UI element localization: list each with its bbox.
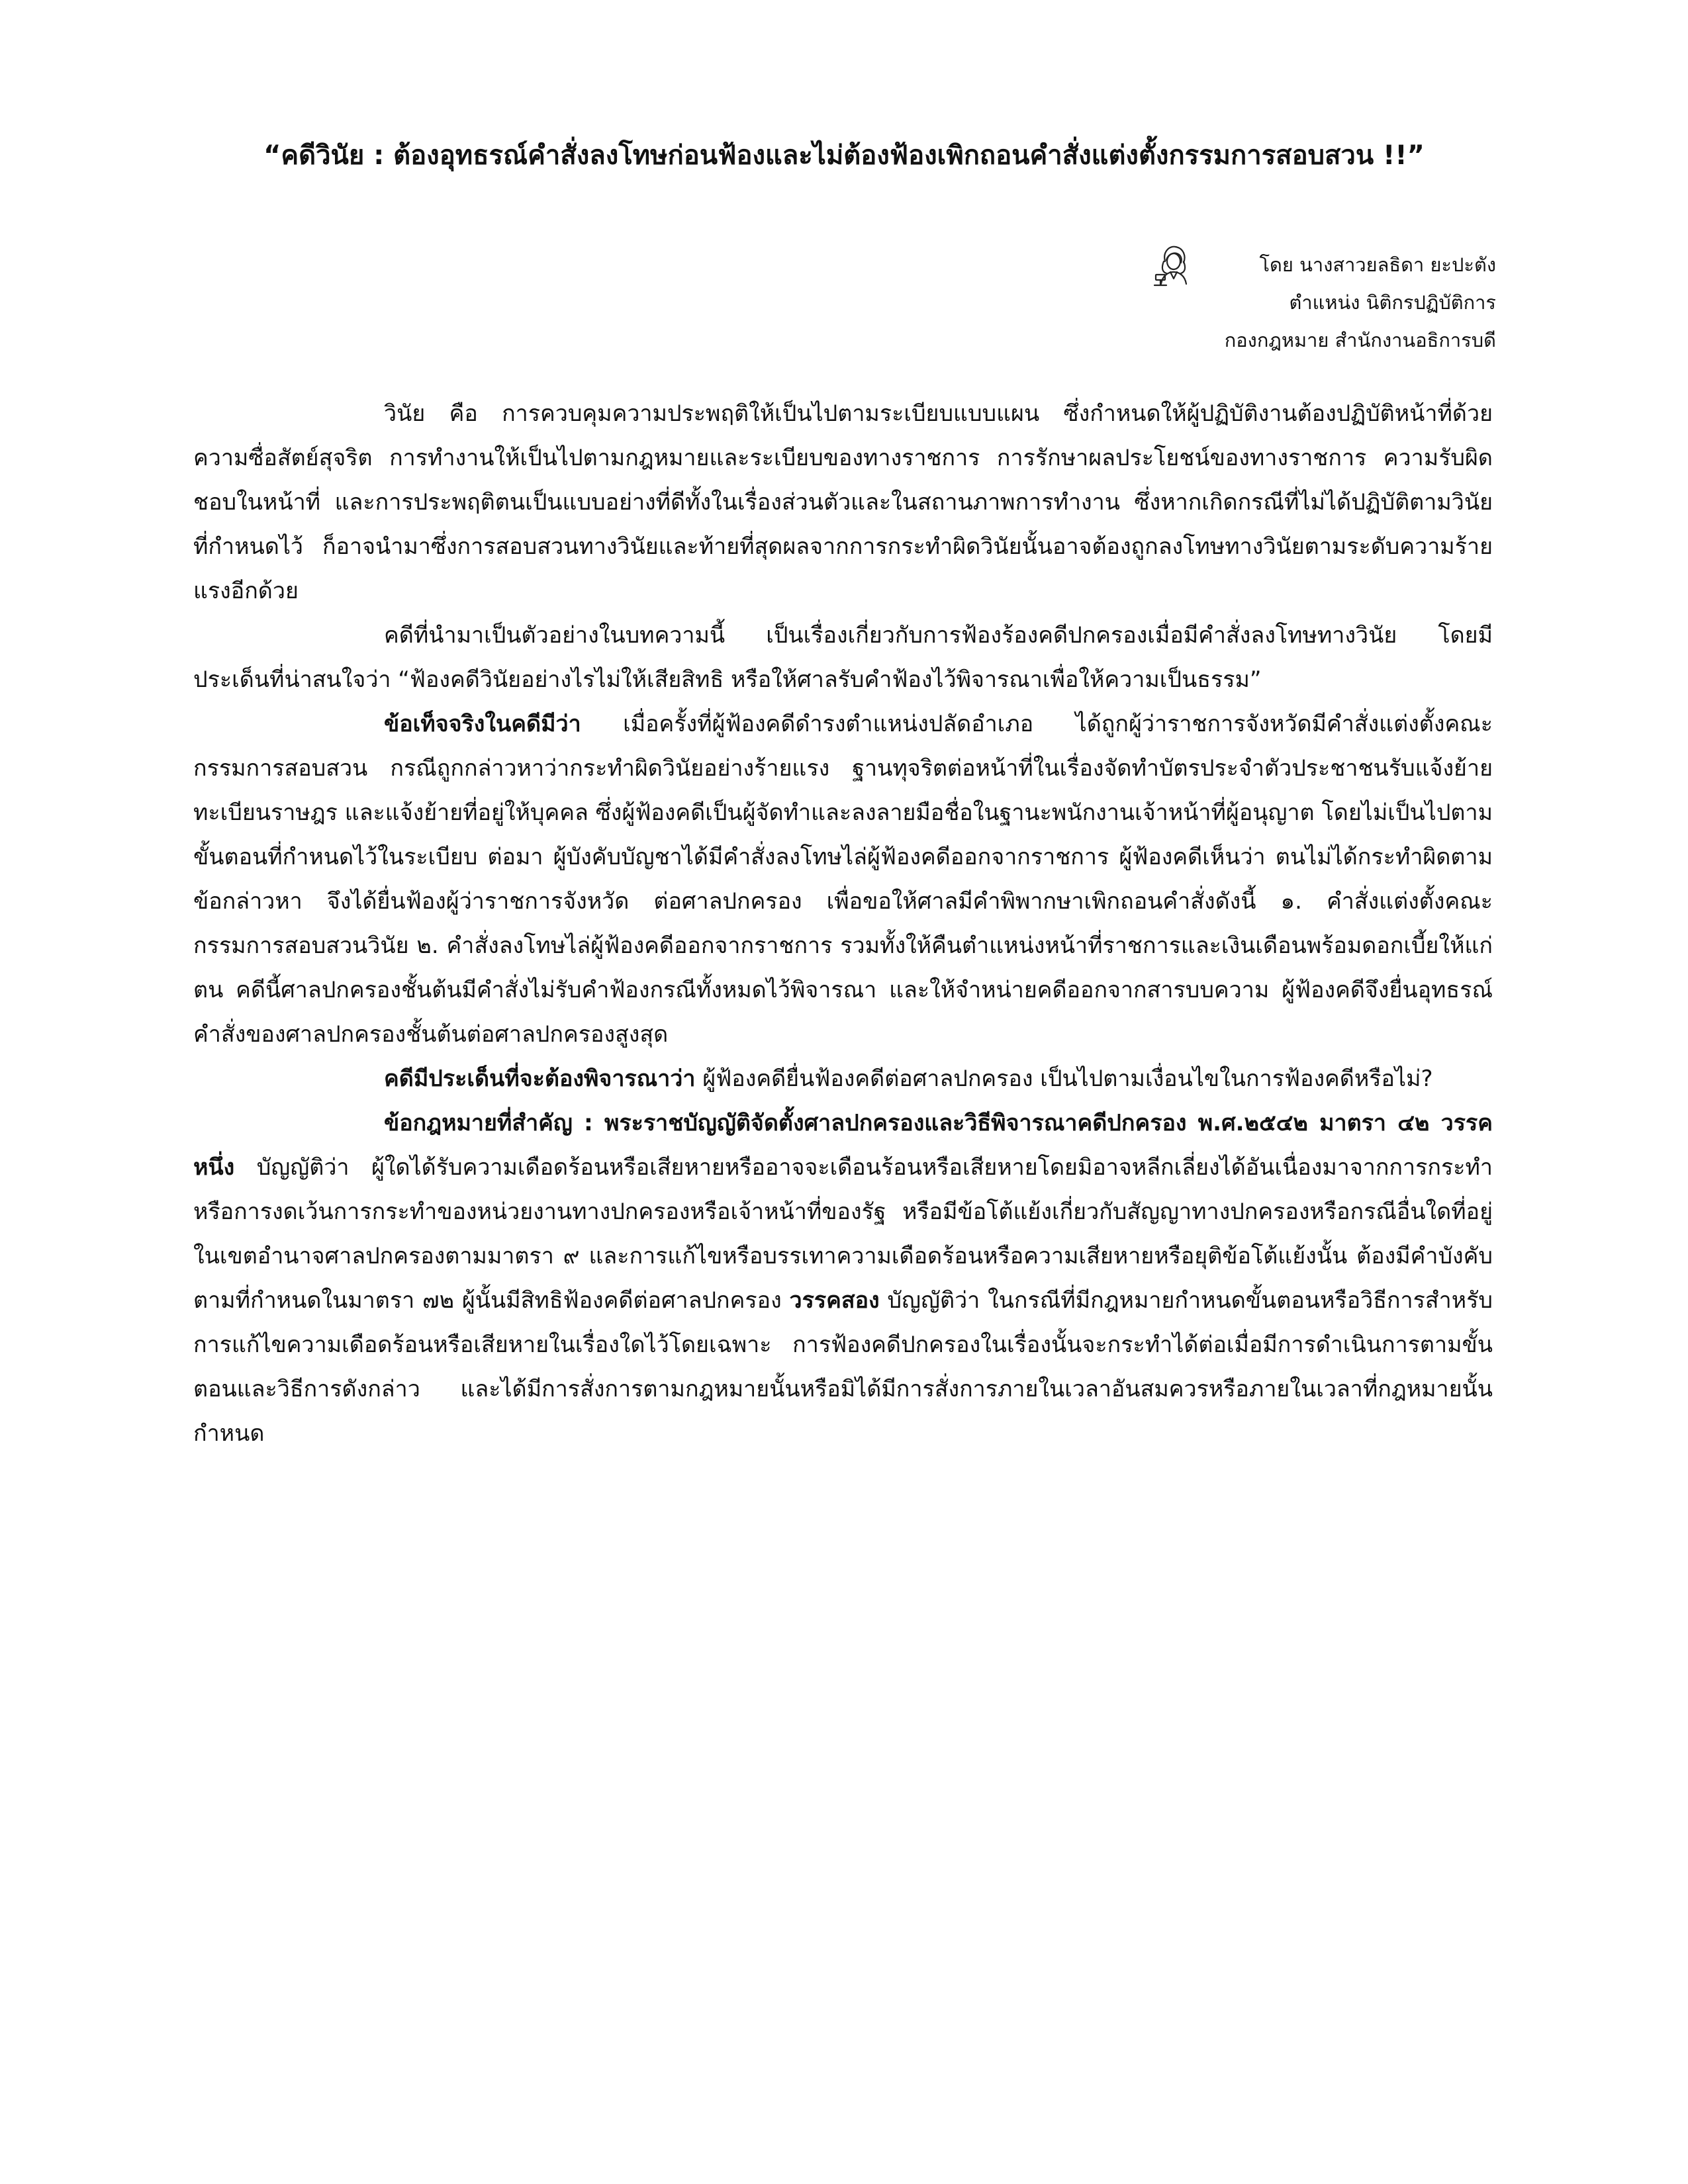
paragraph-text: บัญญัติว่า ในกรณีที่มีกฎหมายกำหนดขั้นตอนหรือวิธีการสำหรับการแก้ไขความเดือดร้อนหรือเสียหายในเรื่องใดไว้โดยเฉพาะ การฟ้องคดีปกครองในเรื่องนั้นจะกระทำได้ต่อเมื่อมีการดำเนินการตามขั้นตอนและวิธีการดังกล่าว และได้มีการสั่งการตามกฎหมายนั้นหรือมิได้มีการสั่งการภายในเวลาอันสมควรหรือภายในเวลาที่กฎหมายนั้นกำหนด — [193, 1287, 1493, 1447]
paragraph-case-issue — [193, 1057, 1493, 1101]
author-block — [900, 246, 1496, 359]
paragraph-legal-provisions — [193, 1101, 1493, 1456]
paragraph-text: เมื่อครั้งที่ผู้ฟ้องคดีดำรงตำแหน่งปลัดอำเภอ ได้ถูกผู้ว่าราชการจังหวัดมีคำสั่งแต่งตั้งคณะกรรมการสอบสวน กรณีถูกกล่าวหาว่ากระทำผิดวินัยอย่างร้ายแรง ฐานทุจริตต่อหน้าที่ในเรื่องจัดทำบัตรประจำตัวประชาชนรับแจ้งย้ายทะเบียนราษฎร และแจ้งย้ายที่อยู่ให้บุคคล ซึ่งผู้ฟ้องคดีเป็นผู้จัดทำและลงลายมือชื่อในฐานะพนักงานเจ้าหน้าที่ผู้อนุญาต โดยไม่เป็นไปตามขั้นตอนที่กำหนดไว้ในระเบียบ ต่อมา ผู้บังคับบัญชาได้มีคำสั่งลงโทษไล่ผู้ฟ้องคดีออกจากราชการ ผู้ฟ้องคดีเห็นว่า ตนไม่ได้กระทำผิดตามข้อกล่าวหา จึงได้ยื่นฟ้องผู้ว่าราชการจังหวัด ต่อศาลปกครอง เพื่อขอให้ศาลมีคำพิพากษาเพิกถอนคำสั่งดังนี้ ๑. คำสั่งแต่งตั้งคณะกรรมการสอบสวนวินัย ๒. คำสั่งลงโทษไล่ผู้ฟ้องคดีออกจากราชการ รวมทั้งให้คืนตำแหน่งหน้าที่ราชการและเงินเดือนพร้อมดอกเบี้ยให้แก่ตน คดีนี้ศาลปกครองชั้นต้นมีคำสั่งไม่รับคำฟ้องกรณีทั้งหมดไว้พิจารณา และให้จำหน่ายคดีออกจากสารบบความ ผู้ฟ้องคดีจึงยื่นอุทธรณ์คำสั่งของศาลปกครองชั้นต้นต่อศาลปกครองสูงสุด — [193, 711, 1493, 1048]
paragraph-heading: ข้อกฎหมายที่สำคัญ : พระราชบัญญัติจัดตั้งศาลปกครองและวิธีพิจารณาคดีปกครอง พ.ศ.๒๕๔๒ มาตรา ๔๒ วรรคหนึ่ง — [193, 1110, 1493, 1181]
paragraph-heading: ข้อเท็จจริงในคดีมีว่า — [384, 711, 581, 737]
author-position: ตำแหน่ง นิติกรปฏิบัติการ — [1289, 291, 1496, 314]
paragraph-heading: คดีมีประเด็นที่จะต้องพิจารณาว่า — [384, 1066, 696, 1092]
author-name: โดย นางสาวยลธิดา ยะปะตัง — [1259, 253, 1496, 276]
article-body — [193, 392, 1493, 1456]
paragraph-case-facts — [193, 702, 1493, 1057]
document-title: “คดีวินัย : ต้องอุทธรณ์คำสั่งลงโทษก่อนฟ้องและไม่ต้องฟ้องเพิกถอนคำสั่งแต่งตั้งกรรมการสอบสวน !!” — [263, 140, 1425, 171]
paragraph-text: ผู้ฟ้องคดียื่นฟ้องคดีต่อศาลปกครอง เป็นไปตามเงื่อนไขในการฟ้องคดีหรือไม่? — [695, 1066, 1433, 1092]
paragraph-discipline-definition — [193, 392, 1493, 614]
author-department: กองกฎหมาย สำนักงานอธิการบดี — [1224, 329, 1496, 351]
paragraph-case-intro — [193, 614, 1493, 702]
paragraph-text: วินัย คือ การควบคุมความประพฤติให้เป็นไปตามระเบียบแบบแผน ซึ่งกำหนดให้ผู้ปฏิบัติงานต้องปฏิบัติหน้าที่ด้วยความซื่อสัตย์สุจริต การทำงานให้เป็นไปตามกฎหมายและระเบียบของทางราชการ การรักษาผลประโยชน์ของทางราชการ ความรับผิดชอบในหน้าที่ และการประพฤติตนเป็นแบบอย่างที่ดีทั้งในเรื่องส่วนตัวและในสถานภาพการทำงาน ซึ่งหากเกิดกรณีที่ไม่ได้ปฏิบัติตามวินัยที่กำหนดไว้ ก็อาจนำมาซึ่งการสอบสวนทางวินัยและท้ายที่สุดผลจากการกระทำผิดวินัยนั้นอาจต้องถูกลงโทษทางวินัยตามระดับความร้ายแรงอีกด้วย — [193, 400, 1493, 604]
paragraph-text: บัญญัติว่า ผู้ใดได้รับความเดือดร้อนหรือเสียหายหรืออาจจะเดือนร้อนหรือเสียหายโดยมิอาจหลีกเลี่ยงได้อันเนื่องมาจากการกระทำหรือการงดเว้นการกระทำของหน่วยงานทางปกครองหรือเจ้าหน้าที่ของรัฐ หรือมีข้อโต้แย้งเกี่ยวกับสัญญาทางปกครองหรือกรณีอื่นใดที่อยู่ในเขตอำนาจศาลปกครองตามมาตรา ๙ และการแก้ไขหรือบรรเทาความเดือดร้อนหรือความเสียหายหรือยุติข้อโต้แย้งนั้น ต้องมีคำบังคับตามที่กำหนดในมาตรา ๗๒ ผู้นั้นมีสิทธิฟ้องคดีต่อศาลปกครอง — [193, 1154, 1493, 1314]
paragraph-text: คดีที่นำมาเป็นตัวอย่างในบทความนี้ เป็นเรื่องเกี่ยวกับการฟ้องร้องคดีปกครองเมื่อมีคำสั่งลงโทษทางวินัย โดยมีประเด็นที่น่าสนใจว่า “ฟ้องคดีวินัยอย่างไรไม่ให้เสียสิทธิ หรือให้ศาลรับคำฟ้องไว้พิจารณาเพื่อให้ความเป็นธรรม” — [193, 622, 1493, 693]
paragraph-subheading: วรรคสอง — [789, 1287, 880, 1314]
